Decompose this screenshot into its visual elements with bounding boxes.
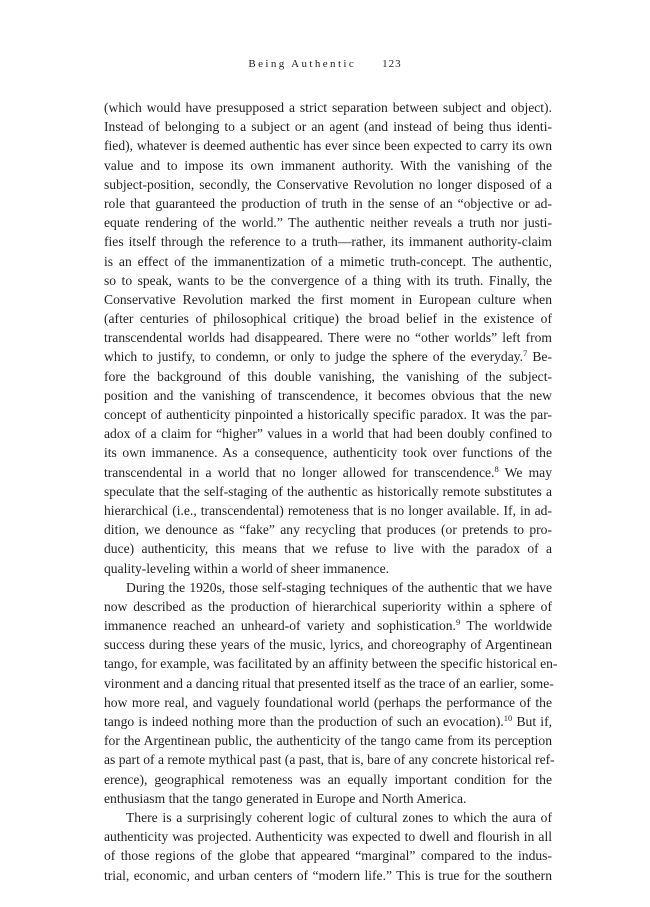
text-line-content: (which would have presupposed a strict separation between subject and object). bbox=[104, 100, 552, 115]
text-line bbox=[104, 635, 552, 654]
text-line-content: enthusiasm that the tango generated in Europe and North America. bbox=[104, 790, 467, 806]
running-header bbox=[0, 58, 650, 70]
text-line-content: tango, for example, was facilitated by an affinity between the specific historical en- bbox=[104, 656, 558, 672]
text-line-content: role that guaranteed the production of truth in the sense of an “objective or ad- bbox=[104, 195, 552, 211]
text-line-content: of those regions of the globe that appeared “marginal” compared to the indus- bbox=[104, 848, 552, 864]
text-line bbox=[104, 328, 552, 347]
text-line-content: duce) authenticity, this means that we refuse to live with the paradox of a bbox=[104, 541, 552, 557]
text-line bbox=[104, 98, 552, 117]
text-line bbox=[104, 136, 552, 155]
text-line-content: vironment and a dancing ritual that presented itself as the trace of an earlier, some- bbox=[104, 675, 554, 691]
footnote-marker: 8 bbox=[494, 463, 499, 474]
text-line-continuation: Be- bbox=[527, 349, 552, 365]
text-line-content: transcendental worlds had disappeared. There were no “other worlds” left from bbox=[104, 330, 552, 346]
text-line-content: tango is indeed nothing more than the production of such an evocation). bbox=[104, 714, 504, 729]
footnote-marker: 10 bbox=[503, 713, 513, 723]
text-line-content: speculate that the self-staging of the authentic as historically remote substitutes a bbox=[104, 483, 552, 499]
text-line-content: value and to impose its own immanent authority. With the vanishing of the bbox=[104, 157, 552, 173]
text-line-content: subject-position, secondly, the Conservative Revolution no longer disposed of a bbox=[104, 176, 552, 192]
text-line bbox=[104, 770, 552, 789]
text-line-content: equate rendering of the world.” The authentic neither reveals a truth nor justi- bbox=[104, 215, 552, 231]
text-line bbox=[104, 578, 552, 597]
text-line bbox=[104, 156, 552, 175]
text-line bbox=[104, 520, 552, 539]
text-line-content: for the Argentinean public, the authenticity of the tango came from its perception bbox=[104, 733, 552, 749]
text-line bbox=[104, 501, 552, 520]
text-line bbox=[104, 271, 552, 290]
text-line-content: adox of a claim for “higher” values in a world that had been doubly confined to bbox=[104, 426, 552, 442]
text-line-content: success during these years of the music, lyrics, and choreography of Argentinean bbox=[104, 637, 552, 653]
text-line-content: fied), whatever is deemed authentic has ever since been expected to carry its own bbox=[104, 138, 552, 154]
text-line-content: immanence reached an unheard-of variety and sophistication. bbox=[104, 618, 456, 634]
text-line-content: so to speak, wants to be the convergence of a thing with its truth. Finally, the bbox=[104, 272, 552, 288]
page-number: 123 bbox=[382, 58, 402, 70]
text-line-content: hierarchical (i.e., transcendental) remoteness that is no longer available. If, in ad- bbox=[104, 502, 552, 518]
text-line bbox=[104, 405, 552, 424]
text-line-content: now described as the production of hierarchical superiority within a sphere of bbox=[104, 598, 552, 614]
text-line bbox=[104, 827, 552, 846]
text-line bbox=[104, 597, 552, 616]
text-line bbox=[104, 539, 552, 558]
text-line-content: fore the background of this double vanishing, the vanishing of the subject- bbox=[104, 368, 552, 384]
text-line-content: dition, we denounce as “fake” any recycling that produces (or pretends to pro- bbox=[104, 522, 552, 538]
text-line bbox=[104, 674, 552, 693]
text-line-content: trial, economic, and urban centers of “modern life.” This is true for the southern bbox=[104, 867, 552, 883]
text-line bbox=[104, 309, 552, 328]
text-line bbox=[104, 712, 552, 731]
text-line bbox=[104, 367, 552, 386]
text-line bbox=[104, 424, 552, 443]
text-line bbox=[104, 559, 552, 578]
text-line-content: concept of authenticity pinpointed a historically specific paradox. It was the par- bbox=[104, 407, 552, 422]
text-line bbox=[104, 117, 552, 136]
text-line-content: Instead of belonging to a subject or an agent (and instead of being thus identi- bbox=[104, 119, 552, 135]
text-line-content: position and the vanishing of transcendence, it becomes obvious that the new bbox=[104, 387, 552, 403]
text-line-content: fies itself through the reference to a truth—rather, its immanent authority-claim bbox=[104, 234, 552, 250]
text-line-content: Conservative Revolution marked the first moment in European culture when bbox=[104, 291, 552, 307]
text-line bbox=[104, 175, 552, 194]
text-line-continuation: But if, bbox=[512, 714, 552, 729]
body-text bbox=[104, 98, 558, 885]
text-line bbox=[104, 693, 552, 712]
text-line bbox=[104, 482, 552, 501]
text-line bbox=[104, 654, 558, 673]
text-line-continuation: The worldwide bbox=[460, 618, 552, 634]
text-line bbox=[104, 731, 552, 750]
text-line bbox=[104, 194, 552, 213]
text-line bbox=[104, 232, 552, 251]
text-line-content: (after centuries of philosophical critique) the broad belief in the existence of bbox=[104, 311, 552, 327]
text-line bbox=[104, 616, 552, 635]
text-line-content: which to justify, to condemn, or only to judge the sphere of the everyday. bbox=[104, 349, 524, 365]
text-line-content: its own immanence. As a consequence, authenticity took over functions of the bbox=[104, 445, 552, 461]
text-line-content: as part of a remote mythical past (a past, that is, bare of any concrete historical ref- bbox=[104, 752, 555, 768]
footnote-marker: 7 bbox=[523, 348, 528, 359]
text-line-content: quality-leveling within a world of sheer immanence. bbox=[104, 560, 390, 576]
text-line-content: is an effect of the immanentization of a mimetic truth-concept. The authentic, bbox=[104, 253, 552, 269]
text-line bbox=[104, 463, 552, 482]
text-line bbox=[104, 443, 552, 462]
text-line bbox=[104, 290, 552, 309]
footnote-marker: 9 bbox=[455, 617, 461, 628]
text-line-content: how more real, and vaguely foundational world (perhaps the performance of the bbox=[104, 694, 552, 710]
text-line-content: During the 1920s, those self-staging techniques of the authentic that we have bbox=[126, 579, 552, 595]
text-line-content: There is a surprisingly coherent logic of cultural zones to which the aura of bbox=[126, 809, 552, 825]
text-line bbox=[104, 386, 552, 405]
text-line-continuation: We may bbox=[498, 464, 552, 480]
text-line bbox=[104, 808, 552, 827]
text-line bbox=[104, 750, 555, 769]
text-line-content: transcendental in a world that no longer allowed for transcendence. bbox=[104, 464, 495, 480]
text-line bbox=[104, 347, 552, 366]
text-line bbox=[104, 252, 552, 271]
running-title: Being Authentic bbox=[248, 58, 357, 70]
text-line bbox=[104, 846, 552, 865]
text-line-content: authenticity was projected. Authenticity was expected to dwell and flourish in all bbox=[104, 829, 552, 845]
text-line-content: erence), geographical remoteness was an equally important condition for the bbox=[104, 771, 552, 787]
text-line bbox=[104, 866, 552, 885]
text-line bbox=[104, 213, 552, 232]
text-line bbox=[104, 789, 552, 808]
